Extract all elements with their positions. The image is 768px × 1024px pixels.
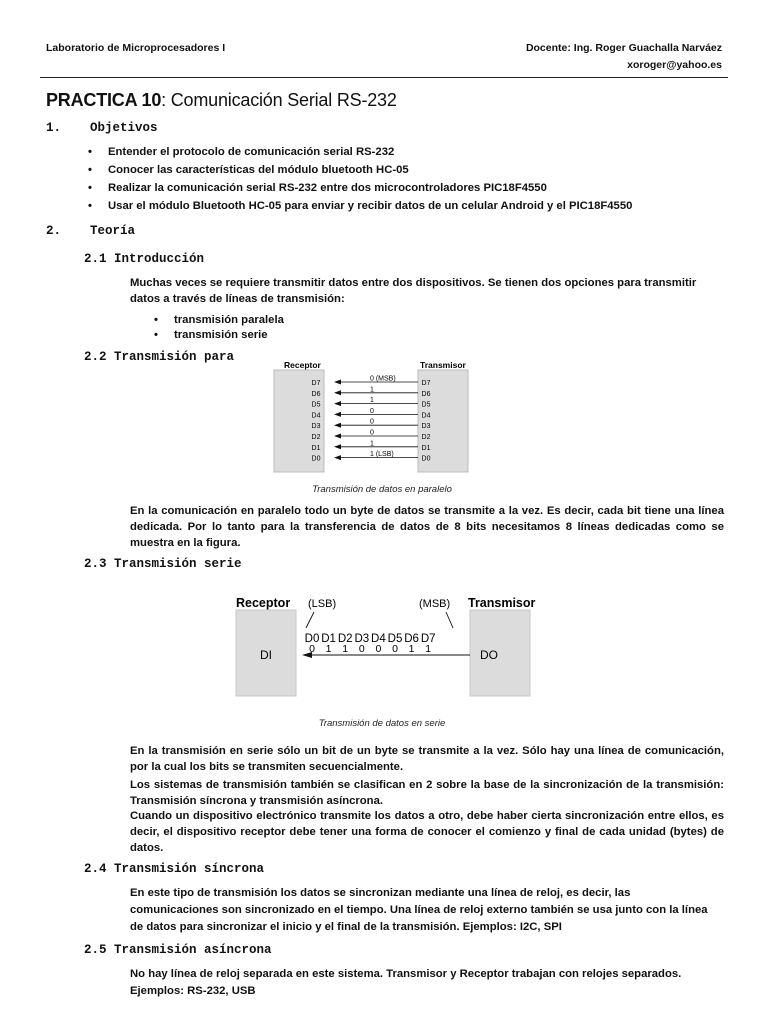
- serial-receptor-label: Receptor: [236, 596, 291, 610]
- objective-item: • Entender el protocolo de comunicación serial RS-232: [84, 143, 744, 161]
- parallel-arrowhead: [334, 434, 341, 439]
- parallel-paragraph: En la comunicación en paralelo todo un byte de datos se transmite a la vez. Es decir, cada bit tiene una línea dedicada. Por lo tanto para la transferencia de datos de 8 bits necesitamos 8 líneas dedicadas como se muestra en la figura.: [130, 505, 724, 549]
- subsection-2-1-heading: 2.1 Introducción: [84, 252, 205, 266]
- receptor-pin-label: D7: [311, 380, 321, 387]
- objectives-list: [84, 143, 744, 215]
- serial-pin-label: D2: [337, 633, 353, 645]
- header-email: xoroger@yahoo.es: [627, 59, 722, 71]
- receptor-pin-label: D5: [311, 401, 321, 409]
- parallel-bit-label: 1: [370, 397, 374, 405]
- parallel-bit-label: 0: [370, 429, 374, 437]
- serial-bit-label: 0: [375, 643, 382, 655]
- receptor-pin-label: D2: [311, 434, 321, 441]
- parallel-arrowhead: [334, 444, 341, 449]
- subsection-2-3-heading: 2.3 Transmisión serie: [84, 557, 242, 571]
- serial-paragraph-2: Los sistemas de transmisión también se clasifican en 2 sobre la base de la sincronización de la transmisión: Transmisión síncrona y transmisión asíncrona.: [130, 779, 724, 807]
- serial-bit-label: 1: [425, 643, 432, 655]
- parallel-receptor-label: Receptor: [284, 360, 321, 370]
- header-course: Laboratorio de Microprocesadores I: [46, 42, 226, 54]
- parallel-bit-label: 1: [370, 386, 374, 394]
- sync-paragraph: En este tipo de transmisión los datos se sincronizan mediante una línea de reloj, es decir, las comunicaciones son sincronizado en el tiempo. Una línea de reloj externo también se usa junto con la línea de datos para sincronizar el inicio y el final de la transmisión. Ejemplos: I2C, SPI: [130, 887, 708, 933]
- serial-bit-label: 0: [309, 643, 315, 655]
- receptor-pin-label: D1: [311, 444, 321, 452]
- parallel-arrowhead: [334, 455, 341, 460]
- serial-transmisor-box: [470, 610, 530, 696]
- section-2-number: 2.: [46, 224, 62, 238]
- transmisor-pin-label: D3: [421, 423, 431, 431]
- parallel-bit-label: 1 (LSB): [370, 451, 394, 459]
- serial-pin-label: D0: [304, 633, 320, 645]
- transmisor-pin-label: D7: [421, 380, 431, 387]
- parallel-bit-label: 0: [370, 418, 374, 426]
- serial-pin-label: D4: [371, 633, 386, 645]
- parallel-arrowhead: [334, 390, 341, 395]
- transmisor-pin-label: D0: [421, 455, 431, 463]
- serial-pin-label: D3: [354, 633, 370, 645]
- receptor-pin-label: D0: [311, 455, 321, 463]
- serial-transmisor-label: Transmisor: [468, 596, 536, 610]
- subsection-2-2-heading: 2.2 Transmisión para: [84, 350, 235, 364]
- parallel-transmisor-label: Transmisor: [420, 360, 466, 370]
- serial-caption: Transmisión de datos en serie: [318, 718, 446, 729]
- title-bold: PRACTICA 10: [46, 90, 162, 110]
- transmission-types-list: [150, 313, 450, 343]
- serial-do-label: DO: [480, 648, 498, 662]
- serial-paragraph-3: Cuando un dispositivo electrónico transmite los datos a otro, debe haber cierta sincronización entre ellos, es decir, el dispositivo receptor debe tener una forma de conocer el comienzo y final de cada unidad (bytes) de datos.: [130, 810, 724, 854]
- parallel-transmission-figure: [268, 356, 508, 476]
- serial-bit-label: 1: [325, 643, 332, 655]
- section-1-number: 1.: [46, 121, 62, 135]
- parallel-arrowhead: [334, 401, 341, 406]
- serial-bit-label: 1: [408, 643, 415, 655]
- transmisor-pin-label: D5: [421, 401, 431, 409]
- parallel-bit-label: 1: [370, 440, 374, 448]
- lsb-pointer: [306, 612, 314, 628]
- transmission-type-item: • transmisión serie: [150, 328, 450, 343]
- serial-lsb-label: (LSB): [308, 598, 337, 610]
- serial-pin-label: D5: [387, 633, 403, 645]
- serial-pin-label: D7: [420, 633, 436, 645]
- transmisor-pin-label: D6: [421, 390, 431, 398]
- parallel-caption: Transmisión de datos en paralelo: [312, 484, 452, 495]
- parallel-bit-label: 0 (MSB): [370, 375, 396, 383]
- serial-pin-label: D1: [321, 633, 336, 645]
- objective-item: • Usar el módulo Bluetooth HC-05 para enviar y recibir datos de un celular Android y el PIC18F4550: [84, 197, 744, 215]
- header-divider: [40, 77, 728, 78]
- receptor-pin-label: D3: [311, 423, 321, 431]
- parallel-arrowhead: [334, 412, 341, 417]
- serial-bit-label: 0: [358, 643, 365, 655]
- header-teacher: Docente: Ing. Roger Guachalla Narváez: [525, 42, 722, 54]
- transmission-type-item: • transmisión paralela: [150, 313, 450, 328]
- serial-pin-label: D6: [404, 633, 419, 645]
- serial-bit-label: 0: [392, 643, 398, 655]
- subsection-2-4-heading: 2.4 Transmisión síncrona: [84, 862, 265, 876]
- transmisor-pin-label: D2: [421, 434, 431, 441]
- receptor-pin-label: D4: [311, 412, 321, 420]
- section-2-heading: Teoría: [90, 224, 136, 238]
- transmisor-pin-label: D4: [421, 412, 431, 420]
- objective-item: • Realizar la comunicación serial RS-232 entre dos microcontroladores PIC18F4550: [84, 179, 744, 197]
- async-paragraph: No hay línea de reloj separada en este sistema. Transmisor y Receptor trabajan con relojes separados. Ejemplos: RS-232, USB: [130, 968, 682, 997]
- parallel-arrowhead: [334, 423, 341, 428]
- msb-pointer: [446, 612, 453, 628]
- title-rest: : Comunicación Serial RS-232: [161, 90, 397, 110]
- objective-item: • Conocer las características del módulo bluetooth HC-05: [84, 161, 744, 179]
- serial-msb-label: (MSB): [419, 598, 451, 610]
- intro-paragraph: Muchas veces se requiere transmitir datos entre dos dispositivos. Se tienen dos opciones para transmitir datos a través de líneas de transmisión:: [130, 277, 697, 305]
- serial-bit-label: 1: [342, 643, 349, 655]
- receptor-pin-label: D6: [311, 390, 321, 398]
- serial-di-label: DI: [260, 648, 272, 662]
- parallel-bit-label: 0: [370, 407, 374, 415]
- serial-paragraph-1: En la transmisión en serie sólo un bit de un byte se transmite a la vez. Sólo hay una línea de comunicación, por la cual los bits se transmiten secuencialmente.: [130, 745, 724, 773]
- section-1-heading: Objetivos: [90, 121, 158, 135]
- serial-transmission-figure: [226, 590, 546, 706]
- transmisor-pin-label: D1: [421, 444, 431, 452]
- subsection-2-5-heading: 2.5 Transmisión asíncrona: [84, 943, 272, 957]
- page-title: [46, 90, 397, 111]
- parallel-arrowhead: [334, 380, 341, 385]
